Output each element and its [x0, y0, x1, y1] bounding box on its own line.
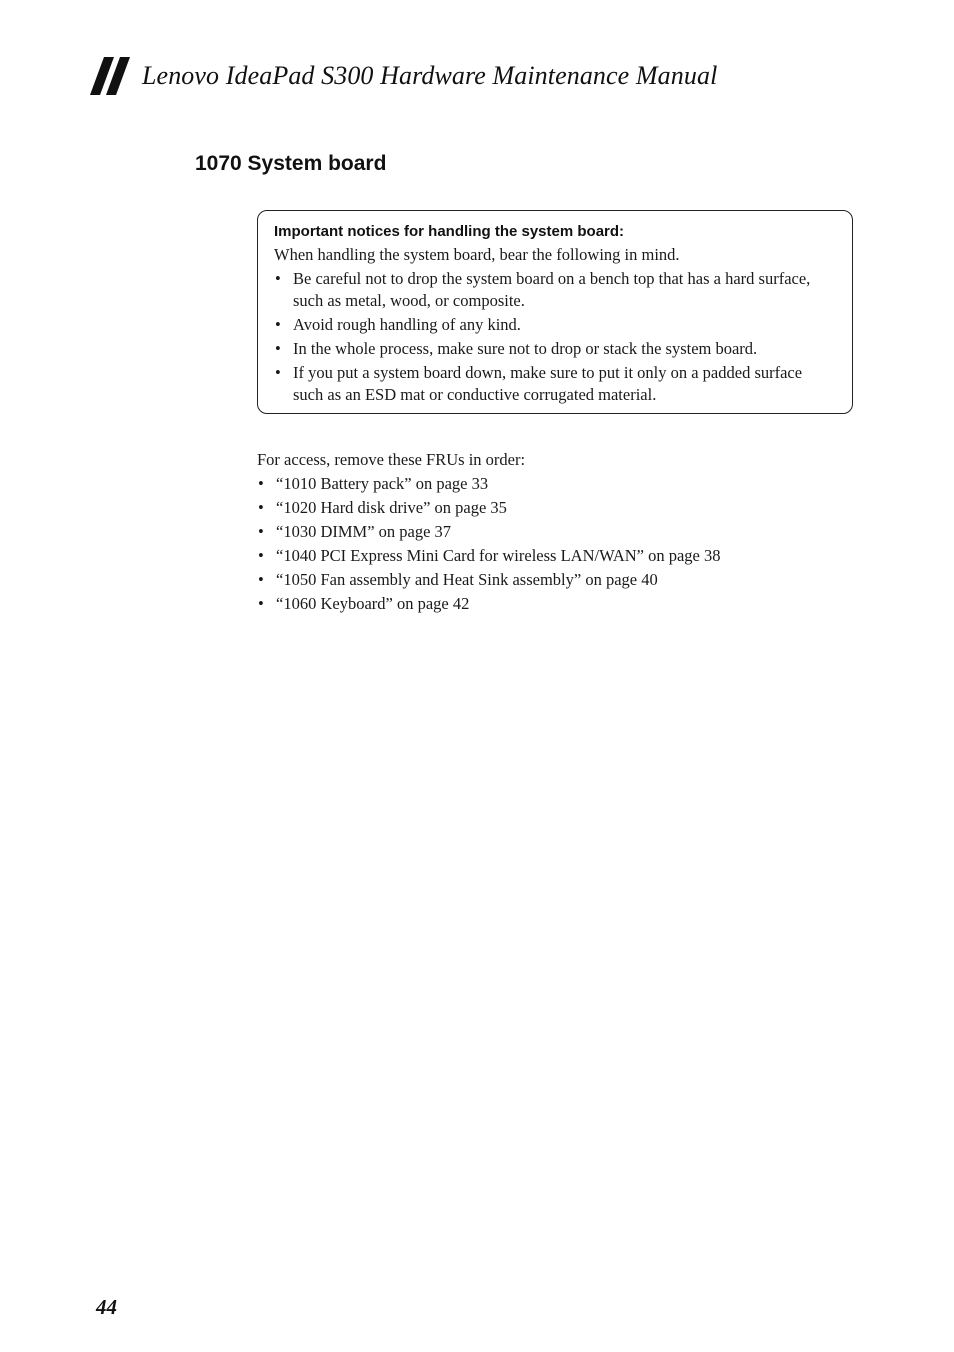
bullet-icon: • — [275, 315, 281, 334]
fru-removal-list — [257, 473, 857, 615]
bullet-icon: • — [258, 522, 264, 541]
fru-list-item — [257, 569, 857, 591]
fru-link[interactable]: “1020 Hard disk drive” on page 35 — [276, 498, 507, 517]
notice-item-text: Be careful not to drop the system board on a bench top that has a hard surface, such as metal, wood, or composite. — [293, 269, 811, 310]
fru-access-intro: For access, remove these FRUs in order: — [257, 450, 526, 469]
bullet-icon: • — [258, 594, 264, 613]
fru-list-item — [257, 497, 857, 519]
notice-item — [274, 268, 836, 312]
notice-box — [257, 210, 853, 414]
notice-item — [274, 314, 836, 336]
fru-list-item — [257, 521, 857, 543]
notice-list — [274, 268, 836, 406]
fru-link[interactable]: “1060 Keyboard” on page 42 — [276, 594, 470, 613]
fru-list-item — [257, 545, 857, 567]
notice-item-text: In the whole process, make sure not to drop or stack the system board. — [293, 339, 758, 358]
bullet-icon: • — [275, 339, 281, 358]
bullet-icon: • — [258, 474, 264, 493]
bullet-icon: • — [275, 363, 281, 382]
manual-title: Lenovo IdeaPad S300 Hardware Maintenance Manual — [142, 61, 718, 90]
fru-link[interactable]: “1010 Battery pack” on page 33 — [276, 474, 489, 493]
double-slash-logo-icon — [90, 57, 134, 95]
notice-item-text: Avoid rough handling of any kind. — [293, 315, 521, 334]
page-number: 44 — [96, 1295, 117, 1319]
bullet-icon: • — [258, 570, 264, 589]
bullet-icon: • — [258, 498, 264, 517]
notice-item — [274, 362, 836, 406]
section-title: 1070 System board — [195, 152, 387, 175]
fru-link[interactable]: “1030 DIMM” on page 37 — [276, 522, 452, 541]
fru-link[interactable]: “1050 Fan assembly and Heat Sink assembly” on page 40 — [276, 570, 658, 589]
page-header — [90, 56, 717, 96]
notice-item-text: If you put a system board down, make sure to put it only on a padded surface such as an ESD mat or conductive corrugated material. — [293, 363, 803, 404]
bullet-icon: • — [275, 269, 281, 288]
fru-list-item — [257, 473, 857, 495]
notice-intro: When handling the system board, bear the following in mind. — [274, 245, 680, 264]
notice-item — [274, 338, 836, 360]
fru-access-section — [257, 449, 857, 615]
notice-heading: Important notices for handling the system board: — [274, 223, 625, 240]
fru-list-item — [257, 593, 857, 615]
bullet-icon: • — [258, 546, 264, 565]
fru-link[interactable]: “1040 PCI Express Mini Card for wireless LAN/WAN” on page 38 — [276, 546, 721, 565]
